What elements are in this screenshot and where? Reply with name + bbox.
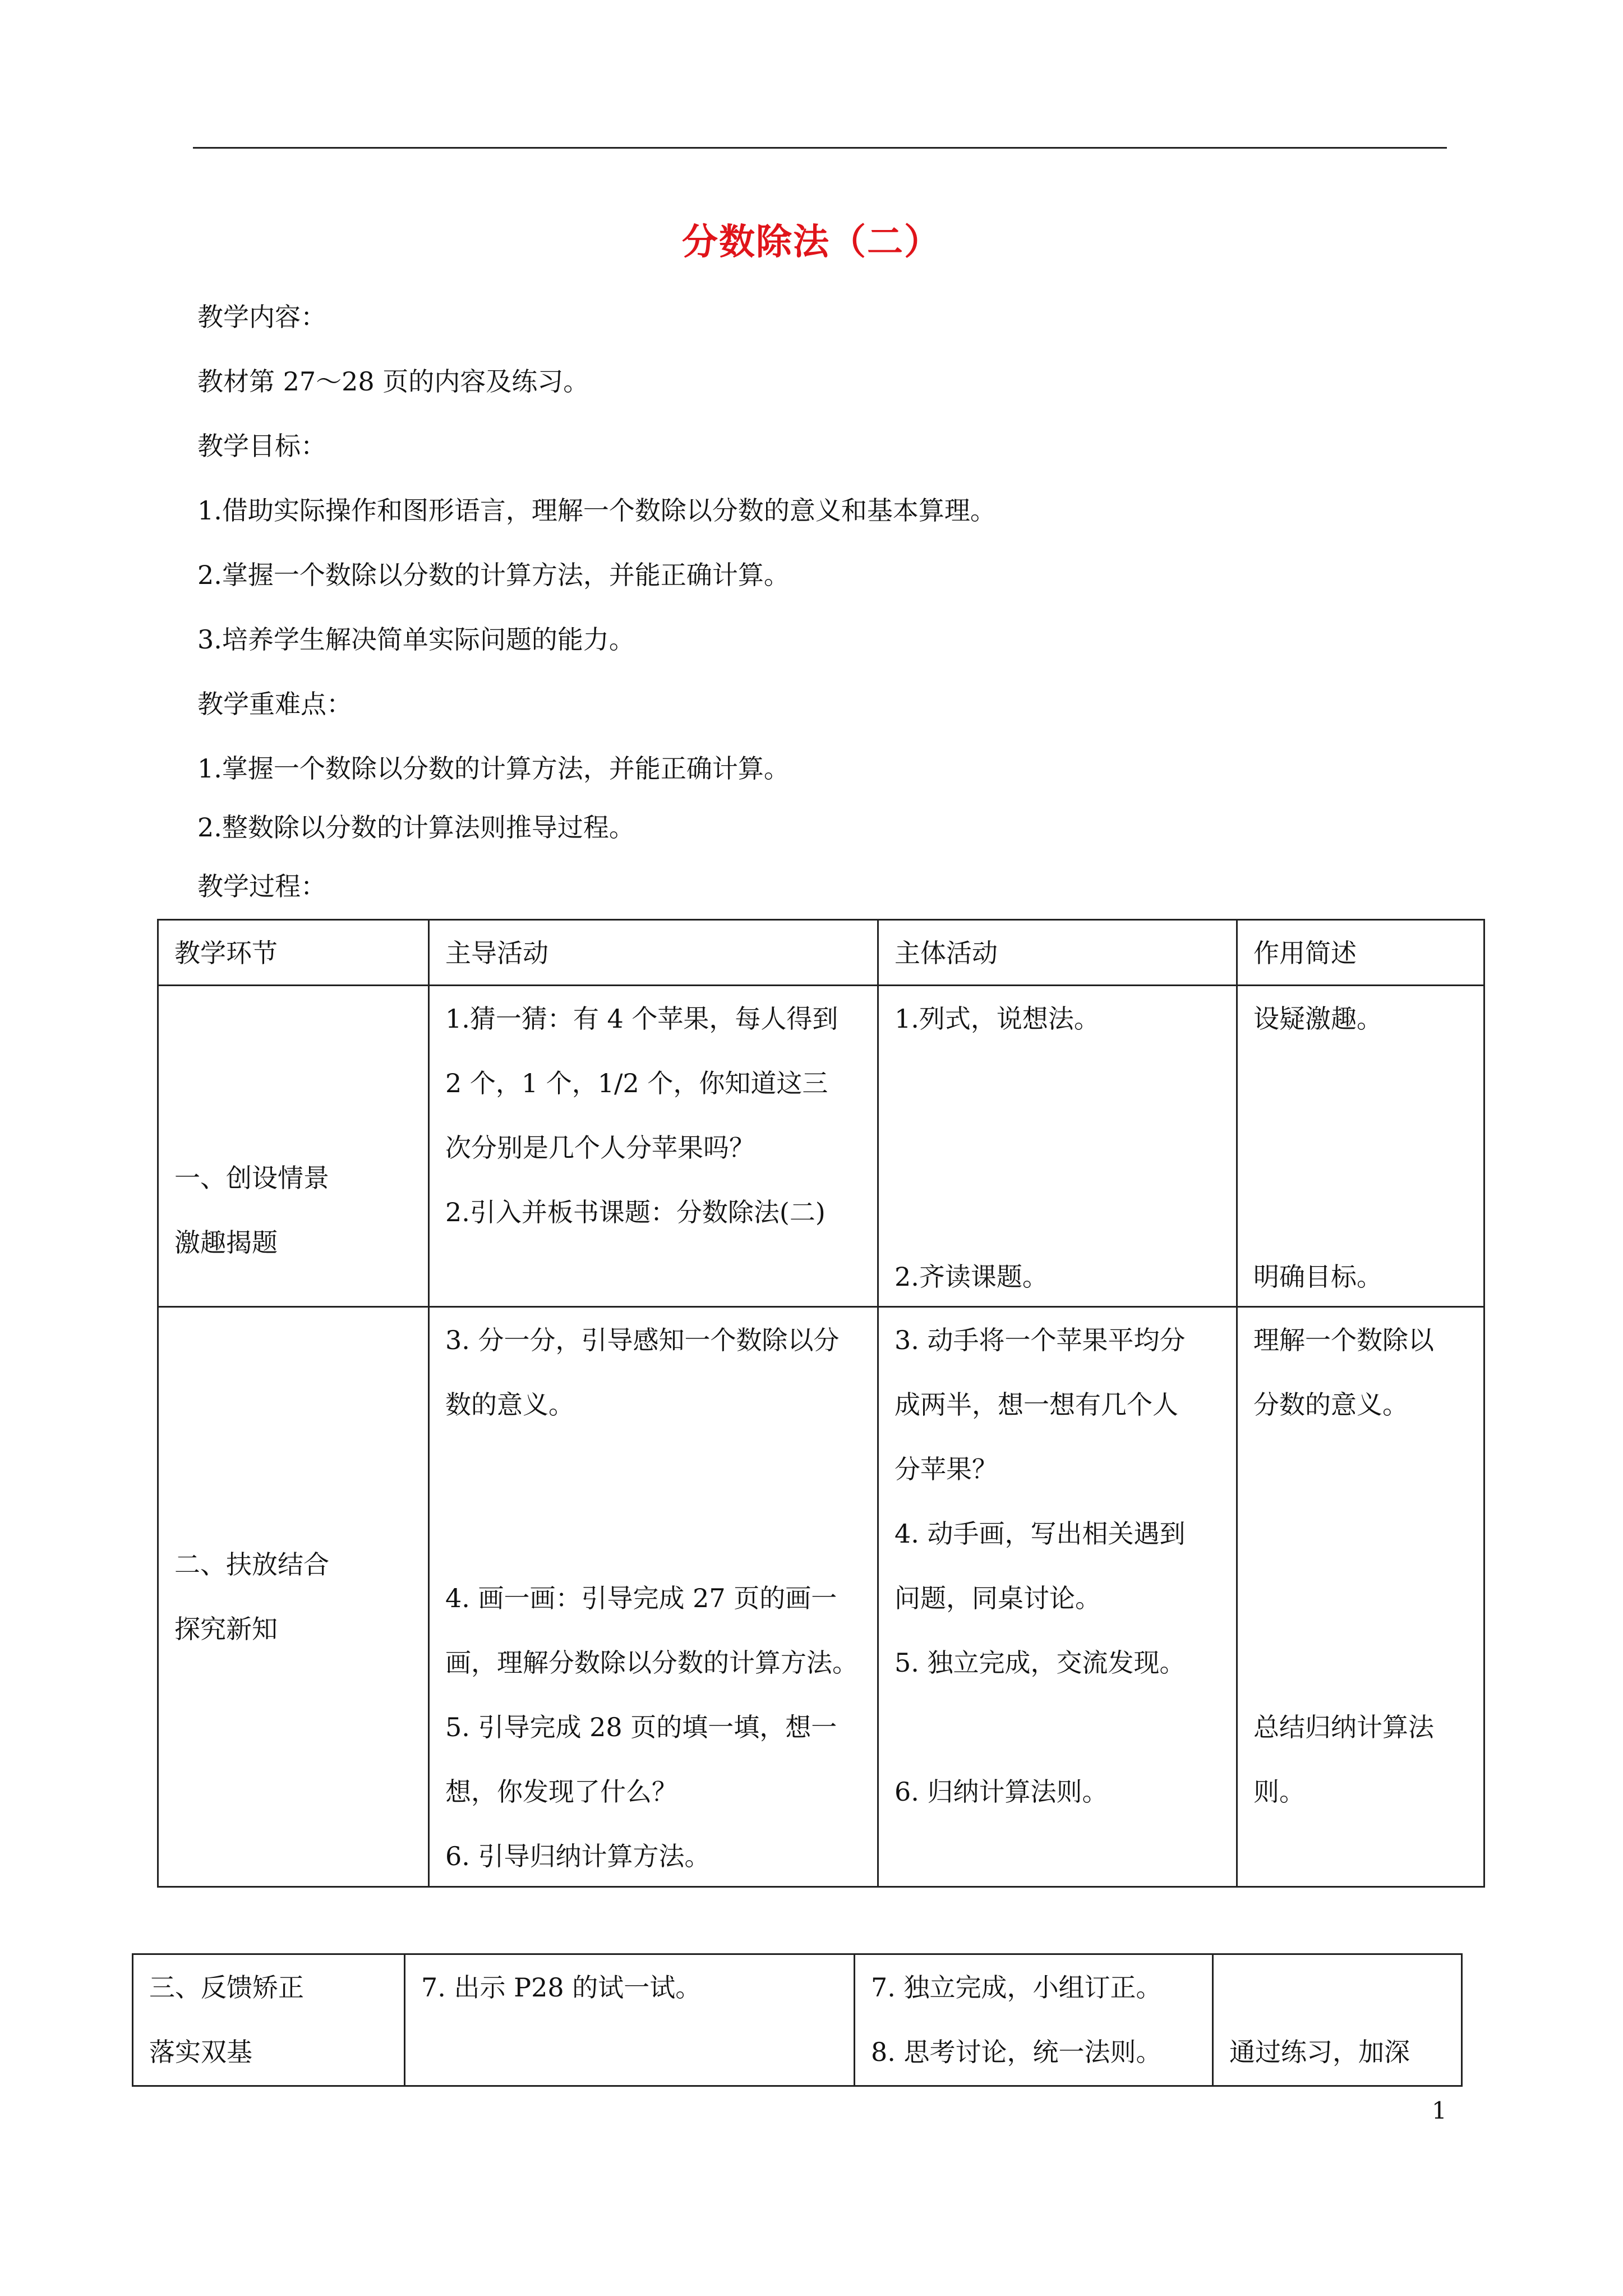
paragraph: 2.掌握一个数除以分数的计算方法，并能正确计算。 bbox=[197, 560, 790, 590]
teaching-process-table bbox=[157, 919, 1485, 1888]
cell-line: 设疑激趣。 bbox=[1253, 1004, 1382, 1034]
teaching-process-table-continued bbox=[132, 1953, 1463, 2087]
header-rule bbox=[193, 147, 1447, 149]
cell-line: 数的意义。 bbox=[445, 1389, 574, 1420]
cell-line: 激趣揭题 bbox=[174, 1227, 278, 1258]
table-header-cell bbox=[1237, 920, 1484, 986]
cell-line: 总结归纳计算法 bbox=[1253, 1712, 1434, 1742]
cell-line: 2.引入并板书课题：分数除法(二) bbox=[445, 1197, 826, 1227]
cell-line: 分苹果？ bbox=[895, 1454, 998, 1484]
cell-line: 通过练习，加深 bbox=[1229, 2037, 1410, 2067]
header-text: 教学环节 bbox=[174, 938, 278, 968]
cell-line: 1.列式，说想法。 bbox=[895, 1004, 1100, 1034]
page-number: 1 bbox=[1432, 2097, 1447, 2124]
cell-line: 2 个，1 个，1/2 个，你知道这三 bbox=[445, 1068, 828, 1098]
cell-line: 理解一个数除以 bbox=[1253, 1325, 1434, 1355]
stage-cell bbox=[158, 986, 429, 1307]
teacher-activity-cell bbox=[429, 1307, 878, 1887]
table-header-cell bbox=[429, 920, 878, 986]
purpose-cell bbox=[1237, 986, 1484, 1307]
cell-line: 4. 画一画：引导完成 27 页的画一 bbox=[445, 1583, 837, 1613]
paragraph: 教学重难点： bbox=[197, 689, 352, 719]
cell-line: 探究新知 bbox=[174, 1614, 278, 1644]
cell-line: 5. 独立完成，交流发现。 bbox=[895, 1648, 1186, 1678]
cell-line: 次分别是几个人分苹果吗？ bbox=[445, 1133, 755, 1163]
cell-line: 8. 思考讨论，统一法则。 bbox=[871, 2037, 1162, 2067]
cell-line: 2.齐读课题。 bbox=[895, 1262, 1048, 1292]
paragraph: 教学目标： bbox=[197, 431, 326, 461]
cell-line: 6. 归纳计算法则。 bbox=[895, 1777, 1108, 1807]
cell-line: 成两半，想一想有几个人 bbox=[895, 1389, 1178, 1420]
purpose-cell bbox=[1237, 1307, 1484, 1887]
table-header-cell bbox=[158, 920, 429, 986]
paragraph: 教材第 27～28 页的内容及练习。 bbox=[197, 366, 589, 397]
table-row bbox=[158, 1307, 1484, 1887]
teacher-activity-cell bbox=[429, 986, 878, 1307]
student-activity-cell bbox=[878, 986, 1237, 1307]
header-text: 主导活动 bbox=[445, 938, 548, 968]
paragraph: 1.掌握一个数除以分数的计算方法，并能正确计算。 bbox=[197, 753, 790, 784]
paragraph: 教学过程： bbox=[197, 871, 326, 901]
stage-cell bbox=[133, 1954, 405, 2086]
table-header-row bbox=[158, 920, 1484, 986]
student-activity-cell bbox=[855, 1954, 1213, 2086]
cell-line: 1.猜一猜：有 4 个苹果，每人得到 bbox=[445, 1004, 838, 1034]
purpose-cell bbox=[1213, 1954, 1462, 2086]
table-row bbox=[158, 986, 1484, 1307]
cell-line: 3. 动手将一个苹果平均分 bbox=[895, 1325, 1186, 1355]
cell-line: 4. 动手画，写出相关遇到 bbox=[895, 1519, 1186, 1549]
cell-line: 画，理解分数除以分数的计算方法。 bbox=[445, 1648, 858, 1678]
header-text: 作用简述 bbox=[1253, 938, 1357, 968]
cell-line: 一、创设情景 bbox=[174, 1163, 329, 1193]
header-text: 主体活动 bbox=[895, 938, 998, 968]
paragraph: 2.整数除以分数的计算法则推导过程。 bbox=[197, 812, 635, 843]
cell-line: 3. 分一分，引导感知一个数除以分 bbox=[445, 1325, 840, 1355]
page-title: 分数除法（二） bbox=[682, 221, 941, 263]
stage-cell bbox=[158, 1307, 429, 1887]
table-row bbox=[133, 1954, 1462, 2086]
cell-line: 分数的意义。 bbox=[1253, 1389, 1408, 1420]
paragraph: 教学内容： bbox=[197, 302, 326, 332]
cell-line: 7. 独立完成，小组订正。 bbox=[871, 1972, 1162, 2003]
student-activity-cell bbox=[878, 1307, 1237, 1887]
paragraph: 3.培养学生解决简单实际问题的能力。 bbox=[197, 624, 635, 655]
cell-line: 明确目标。 bbox=[1253, 1262, 1382, 1292]
cell-line: 7. 出示 P28 的试一试。 bbox=[421, 1972, 702, 2003]
cell-line: 落实双基 bbox=[149, 2037, 252, 2067]
teacher-activity-cell bbox=[405, 1954, 855, 2086]
cell-line: 问题，同桌讨论。 bbox=[895, 1583, 1101, 1613]
cell-line: 则。 bbox=[1253, 1777, 1305, 1807]
table-header-cell bbox=[878, 920, 1237, 986]
cell-line: 5. 引导完成 28 页的填一填，想一 bbox=[445, 1712, 837, 1742]
cell-line: 想，你发现了什么？ bbox=[445, 1777, 677, 1807]
paragraph: 1.借助实际操作和图形语言，理解一个数除以分数的意义和基本算理。 bbox=[197, 495, 996, 526]
cell-line: 三、反馈矫正 bbox=[149, 1972, 304, 2003]
cell-line: 二、扶放结合 bbox=[174, 1549, 329, 1580]
cell-line: 6. 引导归纳计算方法。 bbox=[445, 1841, 711, 1871]
